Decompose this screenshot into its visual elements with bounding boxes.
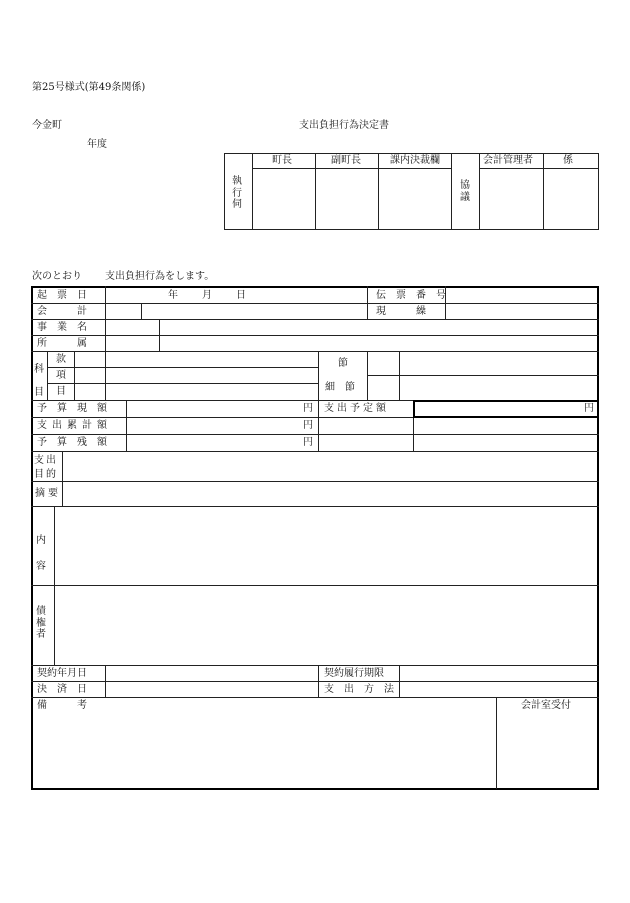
fiscal-year-label: 年度	[87, 139, 107, 150]
yen-unit-2: 円	[303, 420, 313, 431]
label-purpose: 支出目的	[34, 455, 58, 480]
approver-clerk: 係	[563, 155, 573, 166]
yen-unit-3: 円	[303, 437, 313, 448]
municipality: 今金町	[32, 120, 62, 131]
label-jigyomei: 事 業 名	[37, 322, 87, 333]
label-kan: 款	[56, 354, 66, 365]
label-moku: 目	[56, 386, 66, 397]
label-yosan-gengaku: 予 算 現 額	[37, 403, 107, 414]
label-saimoku: 細 節	[325, 382, 355, 393]
label-kamoku: 科目	[34, 364, 44, 398]
label-yosan-zangaku: 予 算 残 額	[37, 437, 107, 448]
label-shishutsu-yotei: 支出予定額	[324, 403, 389, 414]
label-kou: 項	[56, 370, 66, 381]
date-day: 日	[236, 290, 246, 301]
label-contract-date: 契約年月日	[37, 668, 87, 679]
approver-mayor: 町長	[272, 155, 292, 166]
date-month: 月	[202, 290, 212, 301]
consultation-label: 協議	[460, 180, 470, 203]
label-tekiyo: 摘要	[35, 488, 61, 499]
label-naiyou: 内容	[36, 535, 46, 572]
approver-deputy-mayor: 副町長	[331, 155, 361, 166]
execution-label: 執行伺	[232, 176, 242, 210]
label-saikensha: 債権者	[36, 606, 46, 640]
label-reception: 会計室受付	[521, 700, 571, 711]
approver-section: 課内決裁欄	[390, 155, 440, 166]
label-contract-deadline: 契約履行期限	[324, 668, 384, 679]
label-gensen: 現 繰	[376, 306, 426, 317]
label-shozoku: 所 属	[37, 338, 87, 349]
label-denpyo-number: 伝 票 番 号	[376, 290, 446, 301]
label-payment-method: 支 出 方 法	[324, 684, 394, 695]
date-year: 年	[168, 290, 178, 301]
yen-unit-1: 円	[303, 403, 313, 414]
yen-unit-yotei: 円	[584, 403, 594, 414]
label-kaikei: 会 計	[37, 306, 87, 317]
intro-prefix: 次のとおり	[32, 271, 82, 282]
document-title: 支出負担行為決定書	[299, 120, 389, 131]
approver-accounting-manager: 会計管理者	[483, 155, 533, 166]
label-setsu: 節	[338, 358, 348, 369]
form-number: 第25号様式(第49条関係)	[32, 82, 146, 93]
intro-text: 支出負担行為をします。	[105, 271, 215, 282]
label-shishutsu-ruikei: 支出累計額	[37, 420, 112, 431]
label-bikou: 備 考	[37, 700, 87, 711]
label-kessai-date: 決 済 日	[37, 684, 87, 695]
label-kihyo-date: 起 票 日	[37, 290, 87, 301]
